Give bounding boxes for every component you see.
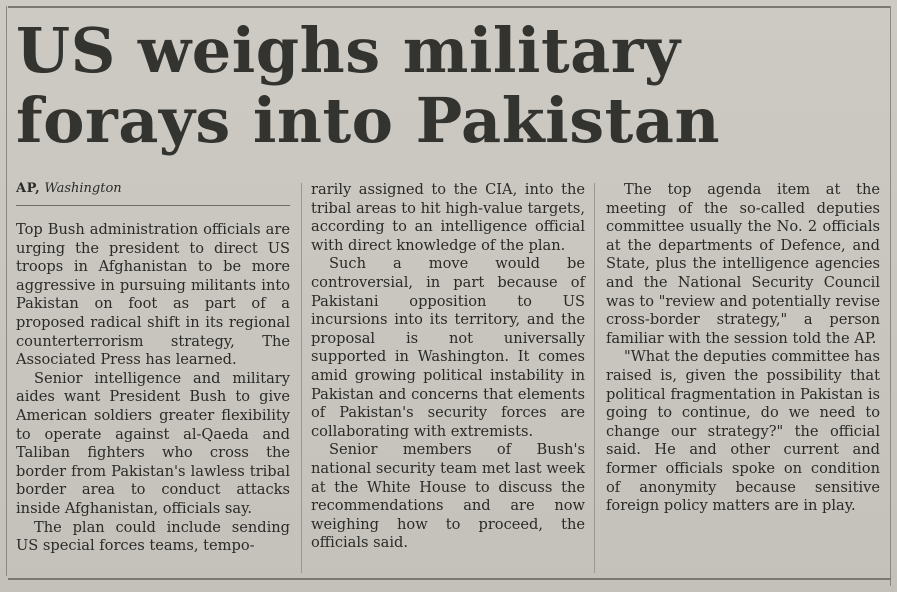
right-rule [890,6,891,586]
byline-rule [16,205,290,206]
byline-location: Washington [44,181,122,196]
paragraph: Such a move would be controversial, in part because of Pakistani opposition to US incursions into its territory, and the proposal is not universally supported in Washington. It comes amid growing political instability in Pakistan and concerns that elements of Pakistan's security forces are collaborating with extremists. [311,255,585,440]
left-rule [6,6,7,576]
top-rule [8,6,891,8]
article-column-3 [606,181,880,516]
article-column-2 [311,181,585,553]
paragraph: Senior members of Bush's national security team met last week at the White House to discuss the recommendations and are now weighing how to proceed, the officials said. [311,441,585,552]
paragraph: Top Bush administration officials are urging the president to direct US troops in Afghanistan to be more aggressive in pursuing militants into Pakistan on foot as part of a proposed radical shift in its regional counterterrorism strategy, The Associated Press has learned. [16,221,290,369]
column-divider [301,183,302,573]
paragraph: Senior intelligence and military aides want President Bush to give American soldiers greater flexibility to operate against al-Qaeda and Taliban fighters who cross the border from Pakistan's lawless tribal border area to conduct attacks inside Afghanistan, officials say. [16,369,290,517]
byline [16,181,122,196]
paragraph: "What the deputies committee has raised is, given the possibility that political fragmentation in Pakistan is going to continue, do we need to change our strategy?" the official said. He and other current and former officials spoke on condition of anonymity because sensitive foreign policy matters are in play. [606,348,880,515]
paragraph: rarily assigned to the CIA, into the tribal areas to hit high-value targets, according to an intelligence official with direct knowledge of the plan. [311,181,585,254]
column-divider [594,183,595,573]
byline-source: AP, [16,181,41,196]
article-column-1 [16,221,290,556]
bottom-rule [8,578,891,580]
headline: US weighs military forays into Pakistan [16,14,721,157]
paragraph: The top agenda item at the meeting of the so-called deputies committee usually the No. 2 officials at the departments of Defence, and State, plus the intelligence agencies and the National Security Council was to "review and potentially revise cross-border strategy," a person familiar with the session told the AP. [606,181,880,347]
paragraph: The plan could include sending US special forces teams, tempo- [16,518,290,555]
